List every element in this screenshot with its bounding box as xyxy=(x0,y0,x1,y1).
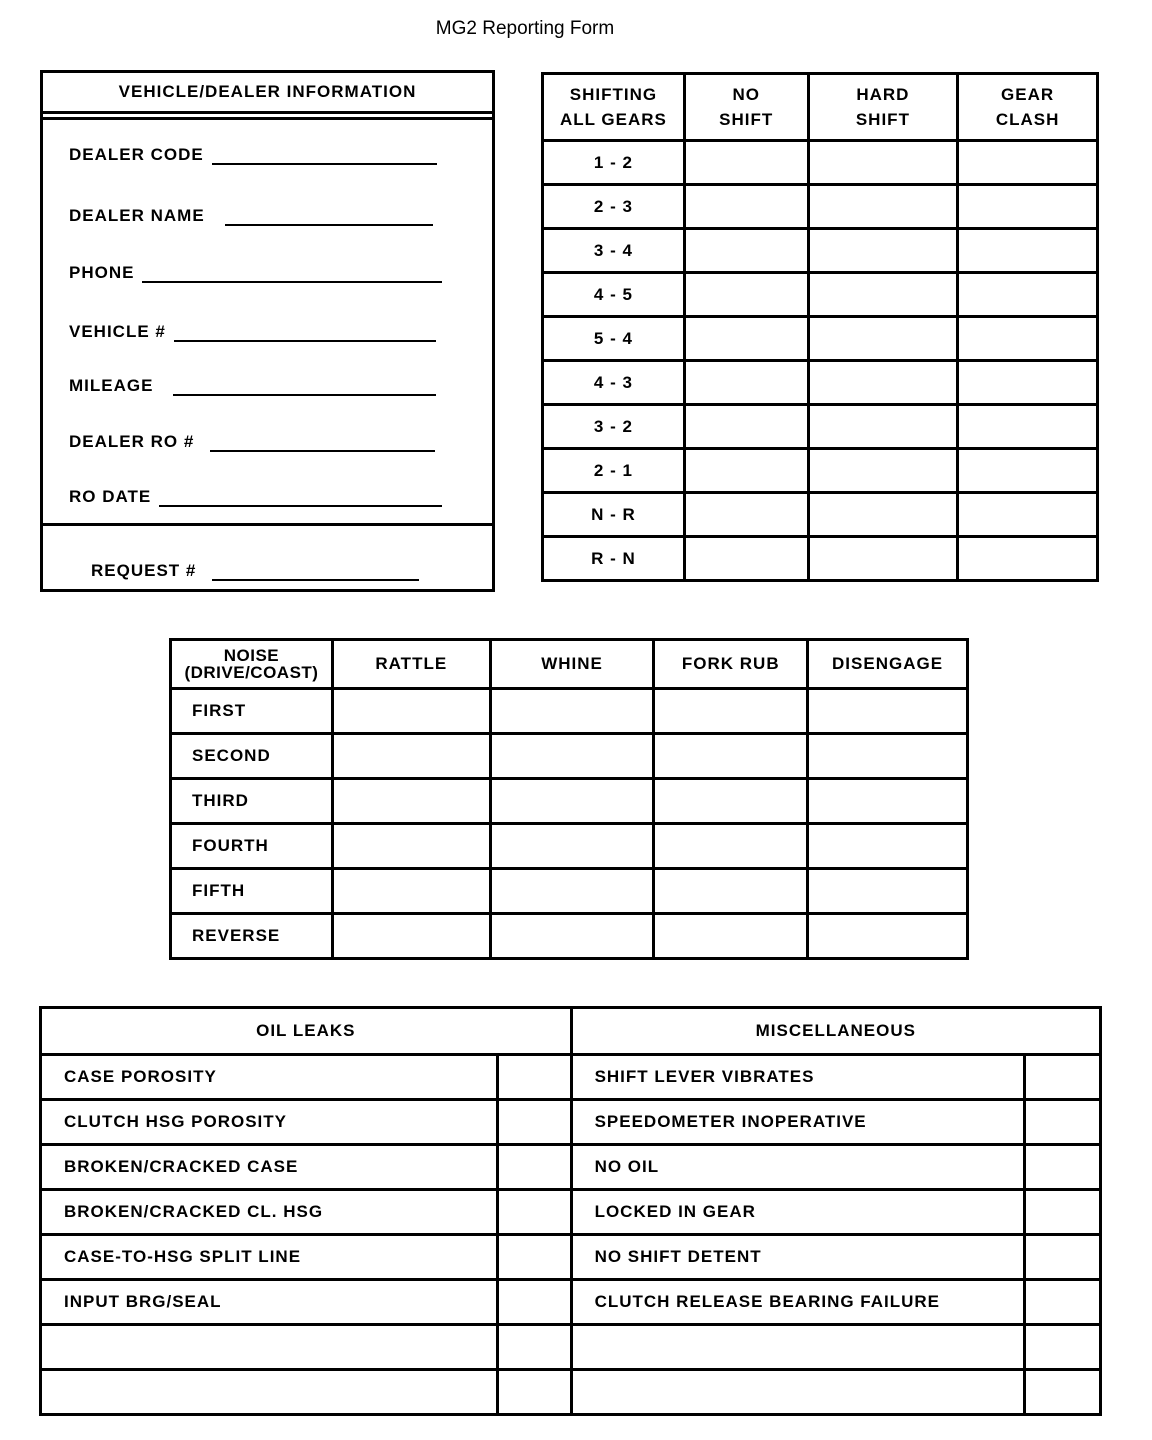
no-shift-cell[interactable] xyxy=(684,449,808,493)
fork-rub-cell[interactable] xyxy=(654,734,808,779)
disengage-cell[interactable] xyxy=(808,779,968,824)
oil-leak-label[interactable] xyxy=(41,1370,498,1415)
shift-label: 5 - 4 xyxy=(543,317,685,361)
misc-check-cell[interactable] xyxy=(1025,1100,1101,1145)
dealer-code-label: DEALER CODE xyxy=(69,145,204,164)
oil-leaks-misc-table xyxy=(39,1006,1102,1416)
shift-label: 1 - 2 xyxy=(543,141,685,185)
whine-cell[interactable] xyxy=(490,689,654,734)
fork-rub-cell[interactable] xyxy=(654,689,808,734)
oil-leak-label: CASE POROSITY xyxy=(41,1055,498,1100)
oil-leak-check-cell[interactable] xyxy=(497,1190,571,1235)
gear-clash-cell[interactable] xyxy=(958,317,1098,361)
whine-cell[interactable] xyxy=(490,869,654,914)
table-row xyxy=(543,317,1098,361)
dealer-name-label: DEALER NAME xyxy=(69,206,205,225)
request-divider xyxy=(43,523,492,526)
table-row xyxy=(543,493,1098,537)
disengage-cell[interactable] xyxy=(808,689,968,734)
gear-label: REVERSE xyxy=(171,914,333,959)
gear-clash-cell[interactable] xyxy=(958,229,1098,273)
disengage-header: DISENGAGE xyxy=(808,640,968,689)
whine-header: WHINE xyxy=(490,640,654,689)
whine-cell[interactable] xyxy=(490,824,654,869)
fork-rub-cell[interactable] xyxy=(654,824,808,869)
disengage-cell[interactable] xyxy=(808,734,968,779)
request-line[interactable] xyxy=(212,578,419,581)
misc-label: NO OIL xyxy=(571,1145,1025,1190)
rattle-cell[interactable] xyxy=(332,869,490,914)
dealer-ro-label: DEALER RO # xyxy=(69,432,195,451)
no-shift-header: NO SHIFT xyxy=(684,74,808,141)
heading-double-rule xyxy=(43,111,492,120)
misc-check-cell[interactable] xyxy=(1025,1325,1101,1370)
misc-check-cell[interactable] xyxy=(1025,1235,1101,1280)
mileage-label: MILEAGE xyxy=(69,376,154,395)
shift-label: 3 - 2 xyxy=(543,405,685,449)
gear-clash-cell[interactable] xyxy=(958,361,1098,405)
table-row xyxy=(41,1370,1101,1415)
vehicle-dealer-section xyxy=(40,70,495,592)
gear-label: FOURTH xyxy=(171,824,333,869)
gear-clash-cell[interactable] xyxy=(958,493,1098,537)
misc-check-cell[interactable] xyxy=(1025,1280,1101,1325)
misc-label: NO SHIFT DETENT xyxy=(571,1235,1025,1280)
whine-cell[interactable] xyxy=(490,779,654,824)
rattle-cell[interactable] xyxy=(332,689,490,734)
noise-drive-coast-header: NOISE (DRIVE/COAST) xyxy=(171,640,333,689)
no-shift-cell[interactable] xyxy=(684,361,808,405)
oil-leak-check-cell[interactable] xyxy=(497,1235,571,1280)
vehicle-number-line[interactable] xyxy=(174,339,436,342)
no-shift-cell[interactable] xyxy=(684,141,808,185)
hard-shift-cell[interactable] xyxy=(808,141,958,185)
gear-clash-cell[interactable] xyxy=(958,405,1098,449)
oil-leak-check-cell[interactable] xyxy=(497,1325,571,1370)
oil-leak-check-cell[interactable] xyxy=(497,1100,571,1145)
phone-line[interactable] xyxy=(142,280,442,283)
hard-shift-cell[interactable] xyxy=(808,493,958,537)
vehicle-dealer-heading: VEHICLE/DEALER INFORMATION xyxy=(43,73,492,114)
no-shift-cell[interactable] xyxy=(684,405,808,449)
dealer-code-field[interactable] xyxy=(69,145,437,165)
oil-leak-label[interactable] xyxy=(41,1325,498,1370)
table-row xyxy=(171,914,968,959)
misc-label: LOCKED IN GEAR xyxy=(571,1190,1025,1235)
table-row xyxy=(543,229,1098,273)
table-row xyxy=(543,361,1098,405)
misc-check-cell[interactable] xyxy=(1025,1370,1101,1415)
dealer-name-field[interactable] xyxy=(69,206,433,226)
dealer-ro-field[interactable] xyxy=(69,432,435,452)
table-row xyxy=(543,405,1098,449)
hard-shift-cell[interactable] xyxy=(808,273,958,317)
rattle-cell[interactable] xyxy=(332,914,490,959)
hard-shift-cell[interactable] xyxy=(808,537,958,581)
hard-shift-header: HARD SHIFT xyxy=(808,74,958,141)
table-row xyxy=(171,869,968,914)
shift-label: N - R xyxy=(543,493,685,537)
table-row xyxy=(543,141,1098,185)
table-row xyxy=(543,273,1098,317)
dealer-name-line[interactable] xyxy=(225,223,433,226)
oil-leak-label: CLUTCH HSG POROSITY xyxy=(41,1100,498,1145)
shift-label: 2 - 3 xyxy=(543,185,685,229)
no-shift-cell[interactable] xyxy=(684,537,808,581)
no-shift-cell[interactable] xyxy=(684,273,808,317)
table-row xyxy=(41,1235,1101,1280)
gear-label: THIRD xyxy=(171,779,333,824)
oil-leaks-heading: OIL LEAKS xyxy=(41,1008,572,1055)
phone-label: PHONE xyxy=(69,263,135,282)
hard-shift-cell[interactable] xyxy=(808,361,958,405)
rattle-header: RATTLE xyxy=(332,640,490,689)
hard-shift-cell[interactable] xyxy=(808,449,958,493)
mileage-line[interactable] xyxy=(173,393,436,396)
dealer-ro-line[interactable] xyxy=(210,449,435,452)
misc-label[interactable] xyxy=(571,1370,1025,1415)
noise-table xyxy=(169,638,969,960)
oil-leak-label: CASE-TO-HSG SPLIT LINE xyxy=(41,1235,498,1280)
misc-check-cell[interactable] xyxy=(1025,1055,1101,1100)
gear-clash-cell[interactable] xyxy=(958,185,1098,229)
misc-label: CLUTCH RELEASE BEARING FAILURE xyxy=(571,1280,1025,1325)
gear-clash-cell[interactable] xyxy=(958,537,1098,581)
no-shift-cell[interactable] xyxy=(684,317,808,361)
shifting-table xyxy=(541,72,1099,582)
vehicle-number-field[interactable] xyxy=(69,322,436,342)
noise-header-row xyxy=(171,640,968,689)
rattle-cell[interactable] xyxy=(332,824,490,869)
oil-leak-label: BROKEN/CRACKED CL. HSG xyxy=(41,1190,498,1235)
misc-label[interactable] xyxy=(571,1325,1025,1370)
hard-shift-cell[interactable] xyxy=(808,317,958,361)
shifting-header-row xyxy=(543,74,1098,141)
ro-date-field[interactable] xyxy=(69,487,442,507)
mileage-field[interactable] xyxy=(69,376,436,396)
oil-leak-label: INPUT BRG/SEAL xyxy=(41,1280,498,1325)
disengage-cell[interactable] xyxy=(808,869,968,914)
bottom-header-row xyxy=(41,1008,1101,1055)
hard-shift-cell[interactable] xyxy=(808,229,958,273)
gear-label: FIRST xyxy=(171,689,333,734)
shift-label: R - N xyxy=(543,537,685,581)
disengage-cell[interactable] xyxy=(808,914,968,959)
table-row xyxy=(171,734,968,779)
fork-rub-cell[interactable] xyxy=(654,779,808,824)
table-row xyxy=(543,537,1098,581)
table-row xyxy=(41,1190,1101,1235)
shift-label: 4 - 5 xyxy=(543,273,685,317)
oil-leak-check-cell[interactable] xyxy=(497,1370,571,1415)
gear-clash-cell[interactable] xyxy=(958,273,1098,317)
oil-leak-check-cell[interactable] xyxy=(497,1055,571,1100)
miscellaneous-heading: MISCELLANEOUS xyxy=(571,1008,1100,1055)
dealer-code-line[interactable] xyxy=(212,162,437,165)
table-row xyxy=(543,449,1098,493)
shift-label: 4 - 3 xyxy=(543,361,685,405)
table-row xyxy=(41,1280,1101,1325)
oil-leak-check-cell[interactable] xyxy=(497,1145,571,1190)
disengage-cell[interactable] xyxy=(808,824,968,869)
misc-check-cell[interactable] xyxy=(1025,1145,1101,1190)
gear-clash-header: GEAR CLASH xyxy=(958,74,1098,141)
misc-label: SHIFT LEVER VIBRATES xyxy=(571,1055,1025,1100)
table-row xyxy=(41,1055,1101,1100)
whine-cell[interactable] xyxy=(490,914,654,959)
request-label: REQUEST # xyxy=(91,561,197,580)
gear-label: SECOND xyxy=(171,734,333,779)
shifting-all-gears-header: SHIFTING ALL GEARS xyxy=(543,74,685,141)
misc-check-cell[interactable] xyxy=(1025,1190,1101,1235)
table-row xyxy=(171,689,968,734)
fork-rub-header: FORK RUB xyxy=(654,640,808,689)
table-row xyxy=(171,779,968,824)
whine-cell[interactable] xyxy=(490,734,654,779)
oil-leak-check-cell[interactable] xyxy=(497,1280,571,1325)
phone-field[interactable] xyxy=(69,263,442,283)
form-title: MG2 Reporting Form xyxy=(435,18,615,39)
table-row xyxy=(543,185,1098,229)
vehicle-number-label: VEHICLE # xyxy=(69,322,166,341)
no-shift-cell[interactable] xyxy=(684,493,808,537)
fork-rub-cell[interactable] xyxy=(654,914,808,959)
oil-leak-label: BROKEN/CRACKED CASE xyxy=(41,1145,498,1190)
shift-label: 3 - 4 xyxy=(543,229,685,273)
rattle-cell[interactable] xyxy=(332,779,490,824)
gear-clash-cell[interactable] xyxy=(958,141,1098,185)
gear-clash-cell[interactable] xyxy=(958,449,1098,493)
hard-shift-cell[interactable] xyxy=(808,405,958,449)
table-row xyxy=(41,1325,1101,1370)
gear-label: FIFTH xyxy=(171,869,333,914)
rattle-cell[interactable] xyxy=(332,734,490,779)
table-row xyxy=(41,1100,1101,1145)
hard-shift-cell[interactable] xyxy=(808,185,958,229)
request-field[interactable] xyxy=(91,561,419,581)
ro-date-label: RO DATE xyxy=(69,487,152,506)
misc-label: SPEEDOMETER INOPERATIVE xyxy=(571,1100,1025,1145)
fork-rub-cell[interactable] xyxy=(654,869,808,914)
no-shift-cell[interactable] xyxy=(684,229,808,273)
shift-label: 2 - 1 xyxy=(543,449,685,493)
ro-date-line[interactable] xyxy=(159,504,442,507)
no-shift-cell[interactable] xyxy=(684,185,808,229)
table-row xyxy=(171,824,968,869)
table-row xyxy=(41,1145,1101,1190)
